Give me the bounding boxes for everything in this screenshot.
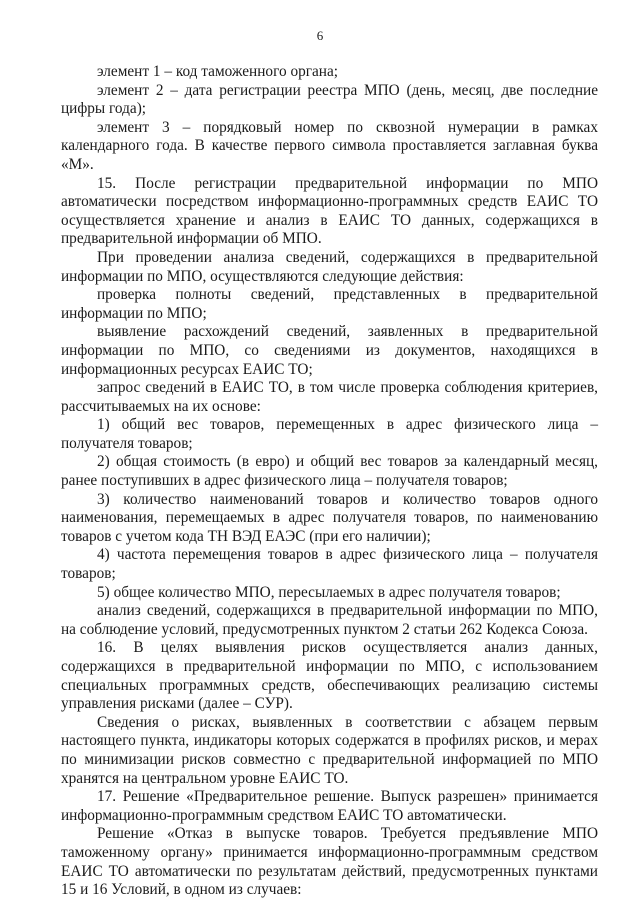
paragraph: анализ сведений, содержащихся в предварительной информации по МПО, на соблюдение условий, предусмотренных пунктом 2 статьи 262 Кодекса Союза. (61, 602, 598, 638)
paragraph: 4) частота перемещения товаров в адрес физического лица – получателя товаров; (61, 546, 598, 583)
paragraph: элемент 3 – порядковый номер по сквозной нумерации в рамках календарного года. В качестве первого символа проставляется заглавная буква «М». (61, 118, 598, 173)
paragraph: 2) общая стоимость (в евро) и общий вес товаров за календарный месяц, ранее поступивших в адрес физического лица – получателя товаров; (61, 453, 598, 490)
paragraph: элемент 2 – дата регистрации реестра МПО (день, месяц, две последние цифры года); (61, 81, 598, 118)
paragraph: 17. Решение «Предварительное решение. Выпуск разрешен» принимается информационно-программным средством ЕАИС ТО автоматически. (61, 788, 598, 824)
paragraph: Сведения о рисках, выявленных в соответствии с абзацем первым настоящего пункта, индикаторы которых содержатся в профилях рисков, и мерах по минимизации рисков совместно с предварительной информацией по МПО хранятся на центральном уровне ЕАИС ТО. (61, 713, 598, 787)
paragraph: проверка полноты сведений, представленных в предварительной информации по МПО; (61, 286, 598, 322)
paragraph: выявление расхождений сведений, заявленных в предварительной информации по МПО, со сведениями из документов, находящихся в информационных ресурсах ЕАИС ТО; (61, 323, 598, 378)
paragraph: 5) общее количество МПО, пересылаемых в адрес получателя товаров; (97, 583, 561, 601)
document-body (61, 63, 598, 900)
paragraph: 3) количество наименований товаров и количество товаров одного наименования, перемещаемых в адрес получателя товаров, по наименованию товаров с учетом кода ТН ВЭД ЕАЭС (при его наличии); (61, 490, 598, 545)
paragraph: Решение «Отказ в выпуске товаров. Требуется предъявление МПО таможенному органу» принимается информационно-программным средством ЕАИС ТО автоматически по результатам действий, предусмотренных пунктами 15 и 16 Условий, в одном из случаев: (61, 825, 598, 899)
paragraph: элемент 1 – код таможенного органа; (97, 63, 339, 80)
paragraph: 15. После регистрации предварительной информации по МПО автоматически посредством информационно-программных средств ЕАИС ТО осуществляется хранение и анализ в ЕАИС ТО данных, содержащихся в предварительной информации об МПО. (61, 174, 598, 248)
paragraph: При проведении анализа сведений, содержащихся в предварительной информации по МПО, осуществляются следующие действия: (61, 248, 598, 285)
paragraph: запрос сведений в ЕАИС ТО, в том числе проверка соблюдения критериев, рассчитываемых на их основе: (61, 379, 598, 415)
paragraph: 1) общий вес товаров, перемещенных в адрес физического лица – получателя товаров; (61, 416, 598, 452)
paragraph: 16. В целях выявления рисков осуществляется анализ данных, содержащихся в предварительной информации по МПО, с использованием специальных программных средств, обеспечивающих реализацию системы управления рисками (далее – СУР). (61, 639, 598, 713)
page-number: 6 (316, 28, 324, 43)
